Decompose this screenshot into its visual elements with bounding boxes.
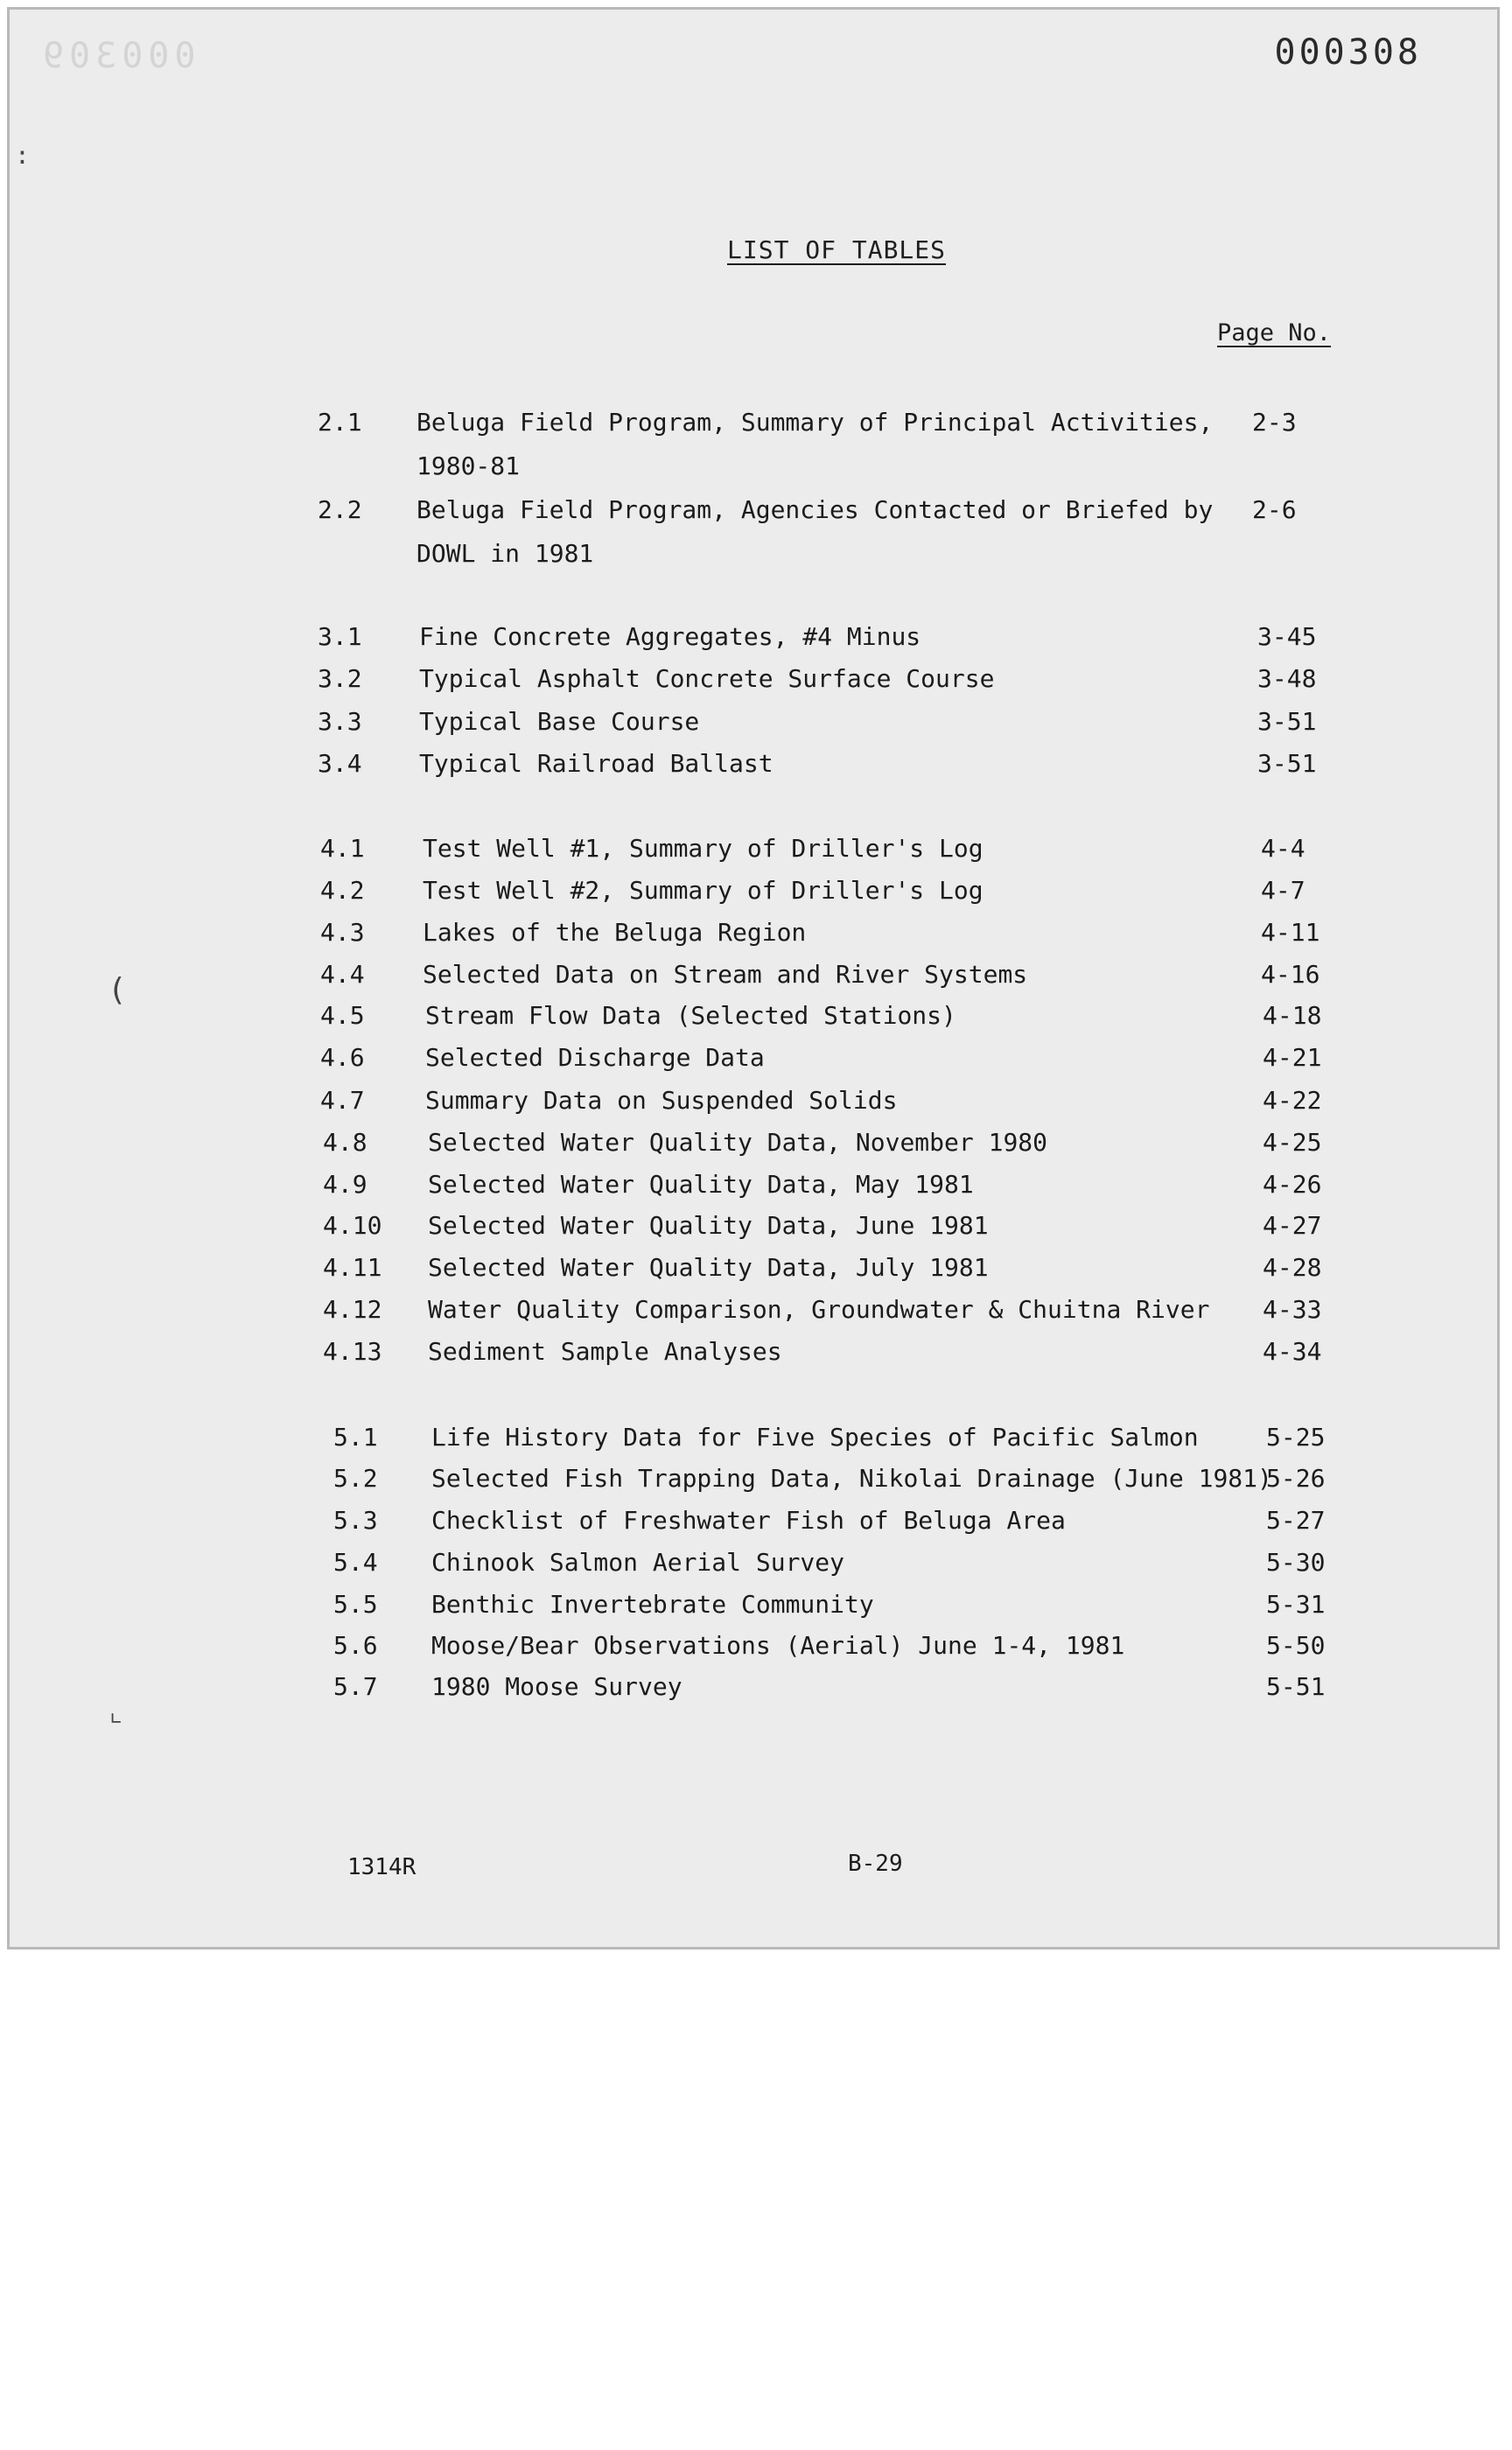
- table-entry-number: 5.7: [333, 1672, 378, 1701]
- table-entry-title: Stream Flow Data (Selected Stations): [425, 1001, 956, 1030]
- table-entry-title: Selected Discharge Data: [425, 1043, 765, 1072]
- table-entry-title-continued: DOWL in 1981: [416, 539, 594, 568]
- table-entry-number: 4.11: [323, 1253, 382, 1282]
- table-entry-number: 5.5: [333, 1590, 378, 1619]
- table-entry-page: 4-16: [1261, 960, 1320, 989]
- table-entry-title: Test Well #1, Summary of Driller's Log: [423, 834, 984, 863]
- table-entry-page: 4-21: [1263, 1043, 1322, 1072]
- table-entry-number: 3.4: [318, 749, 362, 778]
- table-entry-number: 3.2: [318, 664, 362, 693]
- table-entry-number: 4.3: [320, 918, 365, 947]
- table-entry-number: 5.1: [333, 1423, 378, 1452]
- table-entry-number: 5.6: [333, 1631, 378, 1660]
- table-entry-page: 4-22: [1263, 1086, 1322, 1115]
- table-entry-title: Summary Data on Suspended Solids: [425, 1086, 898, 1115]
- table-entry-page: 4-27: [1263, 1211, 1322, 1240]
- table-entry-title: Typical Asphalt Concrete Surface Course: [419, 664, 995, 693]
- table-entry-page: 4-18: [1263, 1001, 1322, 1030]
- table-entry-title: Selected Data on Stream and River Systems: [423, 960, 1028, 989]
- table-entry-page: 5-26: [1266, 1464, 1326, 1493]
- table-entry-page: 4-11: [1261, 918, 1320, 947]
- table-entry-number: 5.3: [333, 1506, 378, 1535]
- table-entry-title: Selected Water Quality Data, May 1981: [428, 1170, 974, 1199]
- table-entry-page: 4-25: [1263, 1128, 1322, 1157]
- table-entry-title: Chinook Salmon Aerial Survey: [431, 1548, 845, 1577]
- table-entry-number: 4.9: [323, 1170, 368, 1199]
- footer-page-number: B-29: [848, 1851, 903, 1877]
- table-entry-number: 2.1: [318, 408, 362, 437]
- page-title: LIST OF TABLES: [727, 235, 947, 264]
- table-entry-title: Typical Base Course: [419, 707, 700, 736]
- table-entry-number: 4.6: [320, 1043, 365, 1072]
- table-entry-page: 2-3: [1252, 408, 1297, 437]
- table-entry-page: 5-27: [1266, 1506, 1326, 1535]
- table-entry-title: 1980 Moose Survey: [431, 1672, 682, 1701]
- table-entry-page: 3-48: [1257, 664, 1317, 693]
- table-entry-page: 5-25: [1266, 1423, 1326, 1452]
- table-entry-title-continued: 1980-81: [416, 452, 521, 480]
- table-entry-number: 4.12: [323, 1295, 382, 1324]
- table-entry-number: 3.3: [318, 707, 362, 736]
- table-entry-title: Beluga Field Program, Agencies Contacted or Briefed by: [416, 495, 1214, 524]
- table-entry-number: 4.13: [323, 1337, 382, 1366]
- table-entry-page: 2-6: [1252, 495, 1297, 524]
- table-entry-number: 5.2: [333, 1464, 378, 1493]
- document-page: [7, 7, 1500, 1950]
- footer-document-code: 1314R: [347, 1854, 416, 1880]
- table-entry-number: 5.4: [333, 1548, 378, 1577]
- table-entry-number: 4.10: [323, 1211, 382, 1240]
- table-entry-page: 5-31: [1266, 1590, 1326, 1619]
- table-entry-title: Fine Concrete Aggregates, #4 Minus: [419, 622, 921, 651]
- table-entry-page: 3-45: [1257, 622, 1317, 651]
- table-entry-title: Selected Water Quality Data, November 1980: [428, 1128, 1048, 1157]
- table-entry-title: Test Well #2, Summary of Driller's Log: [423, 876, 984, 905]
- table-entry-number: 4.7: [320, 1086, 365, 1115]
- table-entry-page: 4-4: [1261, 834, 1306, 863]
- table-entry-page: 4-7: [1261, 876, 1306, 905]
- scan-mark: (: [108, 972, 127, 1008]
- table-entry-title: Sediment Sample Analyses: [428, 1337, 782, 1366]
- table-entry-page: 3-51: [1257, 707, 1317, 736]
- table-entry-title: Moose/Bear Observations (Aerial) June 1-4, 1981: [431, 1631, 1125, 1660]
- scan-mark: :: [15, 141, 30, 170]
- table-entry-number: 4.8: [323, 1128, 368, 1157]
- table-entry-title: Benthic Invertebrate Community: [431, 1590, 874, 1619]
- bleed-through-number: 000309: [38, 36, 196, 76]
- table-entry-page: 3-51: [1257, 749, 1317, 778]
- table-entry-title: Selected Water Quality Data, June 1981: [428, 1211, 989, 1240]
- table-entry-page: 4-34: [1263, 1337, 1322, 1366]
- table-entry-title: Selected Water Quality Data, July 1981: [428, 1253, 989, 1282]
- table-entry-title: Life History Data for Five Species of Pacific Salmon: [431, 1423, 1199, 1452]
- table-entry-title: Checklist of Freshwater Fish of Beluga Area: [431, 1506, 1066, 1535]
- table-entry-number: 4.5: [320, 1001, 365, 1030]
- table-entry-number: 4.2: [320, 876, 365, 905]
- table-entry-page: 4-28: [1263, 1253, 1322, 1282]
- scan-mark: ⌞: [108, 1695, 125, 1728]
- table-entry-title: Selected Fish Trapping Data, Nikolai Drainage (June 1981): [431, 1464, 1272, 1493]
- table-entry-page: 4-26: [1263, 1170, 1322, 1199]
- table-entry-number: 3.1: [318, 622, 362, 651]
- table-entry-title: Typical Railroad Ballast: [419, 749, 774, 778]
- table-entry-page: 5-30: [1266, 1548, 1326, 1577]
- table-entry-page: 5-51: [1266, 1672, 1326, 1701]
- table-entry-title: Beluga Field Program, Summary of Principal Activities,: [416, 408, 1214, 437]
- table-entry-number: 2.2: [318, 495, 362, 524]
- table-entry-number: 4.4: [320, 960, 365, 989]
- table-entry-page: 5-50: [1266, 1631, 1326, 1660]
- document-number: 000308: [1274, 32, 1422, 73]
- table-entry-page: 4-33: [1263, 1295, 1322, 1324]
- table-entry-title: Water Quality Comparison, Groundwater & Chuitna River: [428, 1295, 1210, 1324]
- table-entry-number: 4.1: [320, 834, 365, 863]
- table-entry-title: Lakes of the Beluga Region: [423, 918, 807, 947]
- page-number-column-header: Page No.: [1217, 319, 1332, 346]
